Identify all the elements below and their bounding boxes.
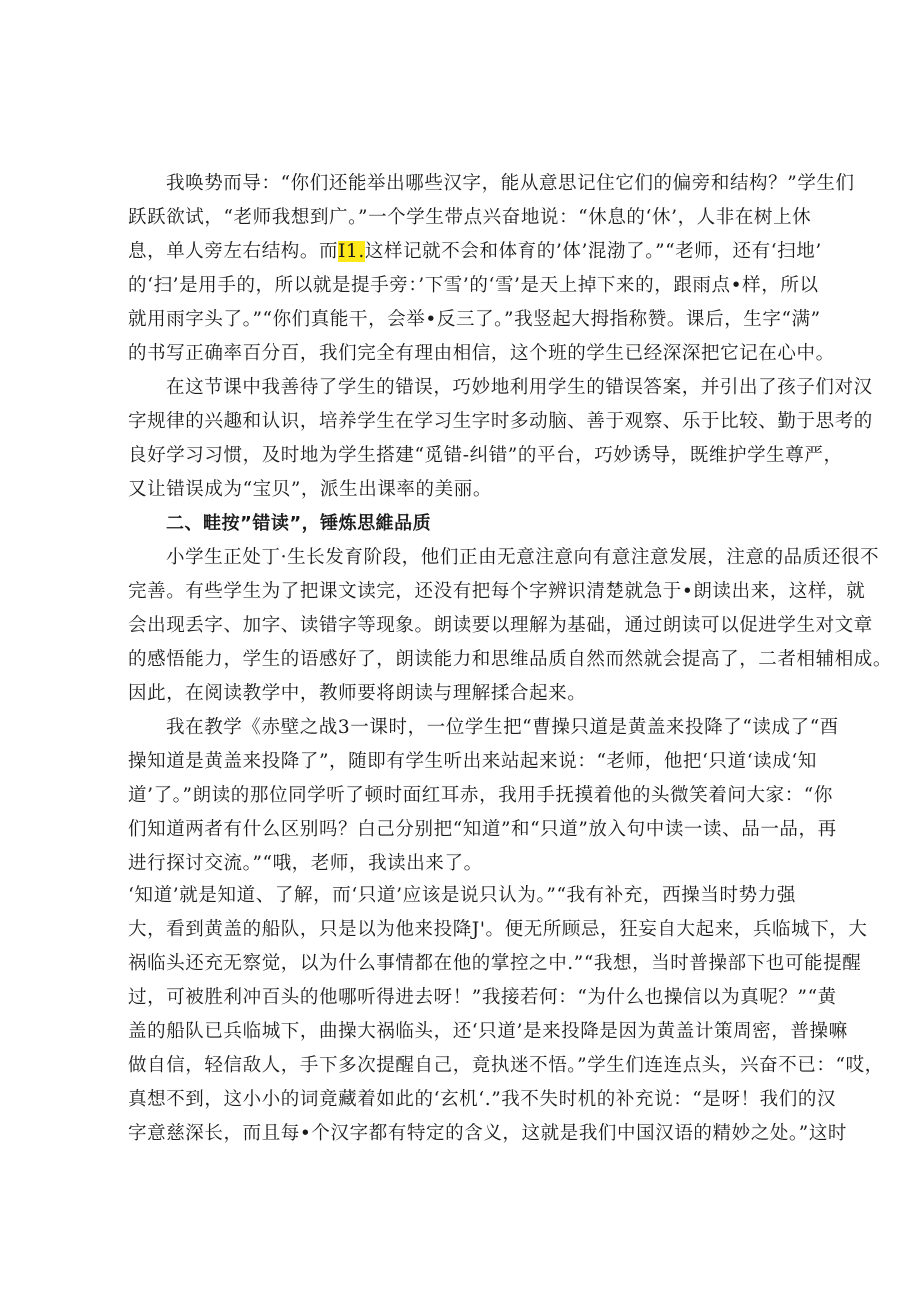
paragraph-1-line-2: 跃跃欲试，“老师我想到广。”一个学生带点兴奋地说：“休息的‘休’，人非在树上休: [128, 207, 812, 228]
paragraph-3-line-3: 会出现丢字、加字、读错字等现象。朗读要以理解为基础，通过朗读可以促进学生对文章: [128, 615, 873, 636]
paragraph-5-line-7: 真想不到，这小小的词竟藏着如此的‘玄机‘.”我不失时机的补充说：“是呀！我们的汉: [128, 1089, 837, 1110]
paragraph-4-line-1: 我在教学《赤壁之战3一课时，一位学生把“曹操只道是黄盖来投降了“读成了“酉: [166, 717, 839, 738]
line-3-text-after: 这样记就不会和体育的’体’混渤了。”“老师，还有‘扫地’: [364, 241, 822, 262]
paragraph-1-line-4: 的‘扫’是用手的，所以就是提手旁：’下雪’的‘雪’是天上掉下来的，跟雨点•样，所以: [128, 275, 819, 296]
paragraph-3-line-5: 因此，在阅读教学中，教师要将朗读与理解揉合起来。: [128, 683, 587, 704]
paragraph-1-line-3: [128, 240, 822, 264]
paragraph-1-line-1: 我唤势而导：“你们还能举出哪些汉字，能从意思记住它们的偏旁和结构？”学生们: [166, 173, 855, 194]
paragraph-1-line-6: 的书写正确率百分百，我们完全有理由相信，这个班的学生已经深深把它记在心中。: [128, 343, 835, 364]
paragraph-1-line-5: 就用雨字头了。”“你们真能干，会举•反三了。”我竖起大拇指称赞。课后，生字“满”: [128, 309, 821, 330]
paragraph-4-line-5: 进行探讨交流。”“哦，老师，我读出来了。: [128, 853, 483, 874]
paragraph-4-line-2: 操知道是黄盖来投降了”，随即有学生听出来站起来说：“老师，他把‘只道‘读成‘知: [128, 751, 817, 772]
paragraph-5-line-6: 做自信，轻信敌人，手下多次提醒自己，竟执迷不悟。”学生们连连点头，兴奋不已：“哎，: [128, 1055, 884, 1076]
highlighted-text: I1.: [338, 241, 365, 262]
paragraph-5-line-4: 过，可被胜利冲百头的他哪听得进去呀！”我接若何：“为什么也操信以为真呢？”“黄: [128, 987, 837, 1008]
line-3-text-before: 息，单人旁左右结构。而: [128, 241, 339, 262]
paragraph-5-line-1: ‘知道’就是知道、了解，而‘只道’应该是说只认为。”“我有补充，西操当时势力强: [128, 885, 796, 906]
paragraph-4-line-4: 们知道两者有什么区别吗？白己分别把“知道”和“只道”放入句中读一读、品一品，再: [128, 819, 837, 840]
paragraph-2-line-4: 又让错误成为“宝贝”，派生出课率的美丽。: [128, 479, 492, 500]
paragraph-3-line-1: 小学生正处丁·生长发育阶段，他们正由无意注意向有意注意发展，注意的品质还很不: [166, 547, 880, 568]
paragraph-3-line-4: 的感悟能力，学生的语感好了，朗读能力和思维品质自然而然就会提高了，二者相辅相成。: [128, 649, 893, 670]
section-heading: 二、畦按”错读”，锤炼思維品质: [166, 513, 432, 534]
paragraph-2-line-3: 良好学习习惯，及时地为学生搭建“觅错-纠错”的平台，巧妙诱导，既维护学生尊严，: [128, 445, 843, 466]
paragraph-2-line-2: 字规律的兴趣和认识，培养学生在学习生字时多动脑、善于观察、乐于比较、勤于思考的: [128, 411, 873, 432]
paragraph-5-line-8: 字意慈深长，而且每•个汉字都有特定的含义，这就是我们中国汉语的精妙之处。”这时: [128, 1123, 848, 1144]
paragraph-5-line-3: 祸临头还充无察觉，以为什么事情都在他的掌控之中.”“我想，当时普操部下也可能提醒: [128, 953, 862, 974]
paragraph-5-line-5: 盖的船队已兵临城下，曲操大祸临头，还‘只道’是来投降是因为黄盖计策周密，普操嘛: [128, 1021, 848, 1042]
paragraph-4-line-3: 道’了。”朗读的那位同学听了顿时面红耳赤，我用手抚摸着他的头微笑着问大家：“你: [128, 785, 833, 806]
paragraph-5-line-2: 大，看到黄盖的船队，只是以为他来投降J'。便无所顾忌，狂妄自大起来，兵临城下，大: [128, 919, 868, 940]
paragraph-3-line-2: 完善。有些学生为了把课文读完，还没有把每个字辨识清楚就急于•朗读出来，这样，就: [128, 581, 866, 602]
paragraph-2-line-1: 在这节课中我善待了学生的错误，巧妙地利用学生的错误答案，并引出了孩子们对汉: [166, 377, 873, 398]
